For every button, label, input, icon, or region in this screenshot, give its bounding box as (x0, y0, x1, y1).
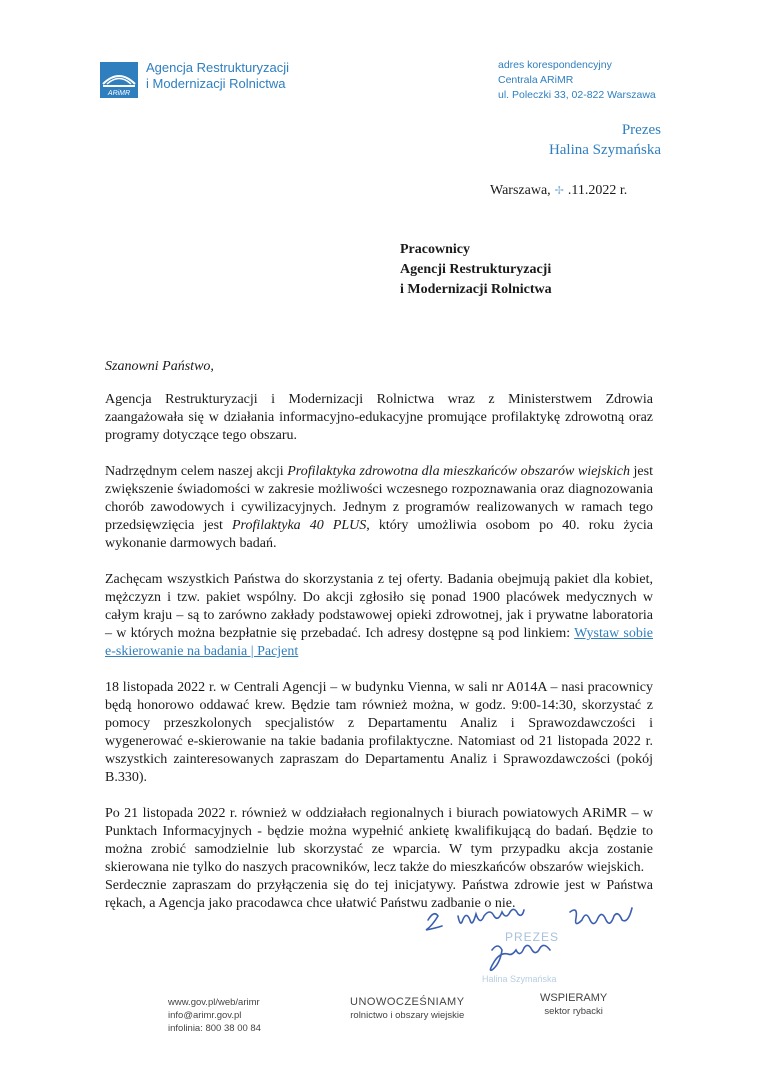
footer-web[interactable]: www.gov.pl/web/arimr (168, 997, 260, 1008)
sender-name: Halina Szymańska (548, 142, 661, 158)
agency-name (146, 60, 289, 92)
logo-badge-text: ARiMR (107, 90, 131, 97)
footer-slogan-2 (540, 992, 607, 1018)
footer-email[interactable]: info@arimr.gov.pl (168, 1010, 242, 1021)
arimr-logo-icon (100, 62, 138, 98)
handwritten-signature (420, 902, 680, 992)
sender-block (549, 120, 661, 160)
recipient-line1: Pracownicy (400, 242, 470, 257)
slogan2-small: sektor rybacki (544, 1006, 603, 1017)
footer-hotline: infolinia: 800 38 00 84 (168, 1023, 261, 1034)
slogan2-big: WSPIERAMY (540, 992, 608, 1004)
e-referral-link[interactable]: Wystaw sobie e-skierowanie na badania | Pacjent (105, 626, 653, 659)
paragraph-5: Po 21 listopada 2022 r. również w oddziałach regionalnych i biurach powiatowych ARiMR – w Punktach Informacyjnych - będzie można wypełnić ankietę kwalifikującą do badań. Będzie to można zrobić samodzielnie lub skorzystać ze wparcia. W tym przypadku akcja zostanie skierowana nie tylko do naszych pracowników, lecz także do mieszkańców obszarów wiejskich. (105, 806, 653, 875)
letter-body (105, 391, 653, 913)
paragraph-1: Agencja Restrukturyzacji i Modernizacji Rolnictwa wraz z Ministerstwem Zdrowia zaangażowała się w działania informacyjno-edukacyjne promujące profilaktykę zdrowotną oraz programy dotyczące tego obszaru. (105, 392, 653, 443)
date-place: Warszawa, (490, 183, 551, 198)
recipient-line2: Agencji Restrukturyzacji (400, 262, 552, 277)
correspondence-address (498, 58, 656, 103)
date-handwritten-mark: ✢ (554, 185, 564, 197)
footer-contacts (168, 996, 261, 1035)
recipient-block (400, 240, 552, 300)
paragraph-4: 18 listopada 2022 r. w Centrali Agencji – w budynku Vienna, w sali nr A014A – nasi pracownicy będą honorowo oddawać krew. Będzie tam również można, w godz. 9:00-14:30, skorzystać z pomocy przeszkolonych specjalistów z Departamentu Analiz i Sprawozdawczości i wygenerować e-skierowanie na takie badania profilaktyczne. Natomiast od 21 listopada 2022 r. wszystkich zainteresowanych zapraszam do Departamentu Analiz i Sprawozdawczości (pokój B.330). (105, 680, 653, 785)
paragraph-6: Serdecznie zapraszam do przyłączenia się do tej inicjatywy. Państwa zdrowie jest w Państwa rękach, a Agencja jako pracodawca chce ułatwić Państwu zadbanie o nie. (105, 878, 653, 911)
sender-title: Prezes (621, 122, 661, 138)
corr-line2: Centrala ARiMR (498, 74, 574, 86)
recipient-line3: i Modernizacji Rolnictwa (400, 282, 552, 297)
agency-name-line2: i Modernizacji Rolnictwa (146, 76, 286, 91)
stamp-name: Halina Szymańska (482, 974, 557, 984)
letter-date (490, 183, 627, 199)
corr-line1: adres korespondencyjny (498, 59, 612, 71)
paragraph-3: Zachęcam wszystkich Państwa do skorzystania z tej oferty. Badania obejmują pakiet dla kobiet, mężczyzn i tzw. pakiet wspólny. Do akcji zgłosiło się ponad 1900 placówek medycznych w całym kraju – są to zarówno zakłady podstawowej opieki zdrowotnej, jak i prywatne laboratoria – w których można bezpłatnie się przebadać. Ich adresy dostępne są pod linkiem: Wystaw sobie e-skierowanie na badania | Pacjent (105, 572, 653, 659)
salutation: Szanowni Państwo, (105, 359, 214, 374)
slogan1-big: UNOWOCZEŚNIAMY (350, 996, 465, 1008)
date-value: .11.2022 r. (567, 183, 628, 198)
corr-line3: ul. Poleczki 33, 02-822 Warszawa (498, 89, 656, 101)
agency-name-line1: Agencja Restrukturyzacji (146, 60, 290, 75)
paragraph-2: Nadrzędnym celem naszej akcji Profilaktyka zdrowotna dla mieszkańców obszarów wiejskich jest zwiększenie świadomości w zakresie możliwości wczesnego rozpoznawania oraz diagnozowania chorób zawodowych i cywilizacyjnych. Jednym z programów realizowanych w ramach tego przedsięwzięcia jest Profilaktyka 40 PLUS, który umożliwia osobom po 40. roku życia wykonanie darmowych badań. (105, 464, 653, 551)
slogan1-small: rolnictwo i obszary wiejskie (350, 1010, 465, 1021)
stamp-title: PREZES (505, 930, 560, 944)
footer-slogan-1 (350, 996, 465, 1022)
